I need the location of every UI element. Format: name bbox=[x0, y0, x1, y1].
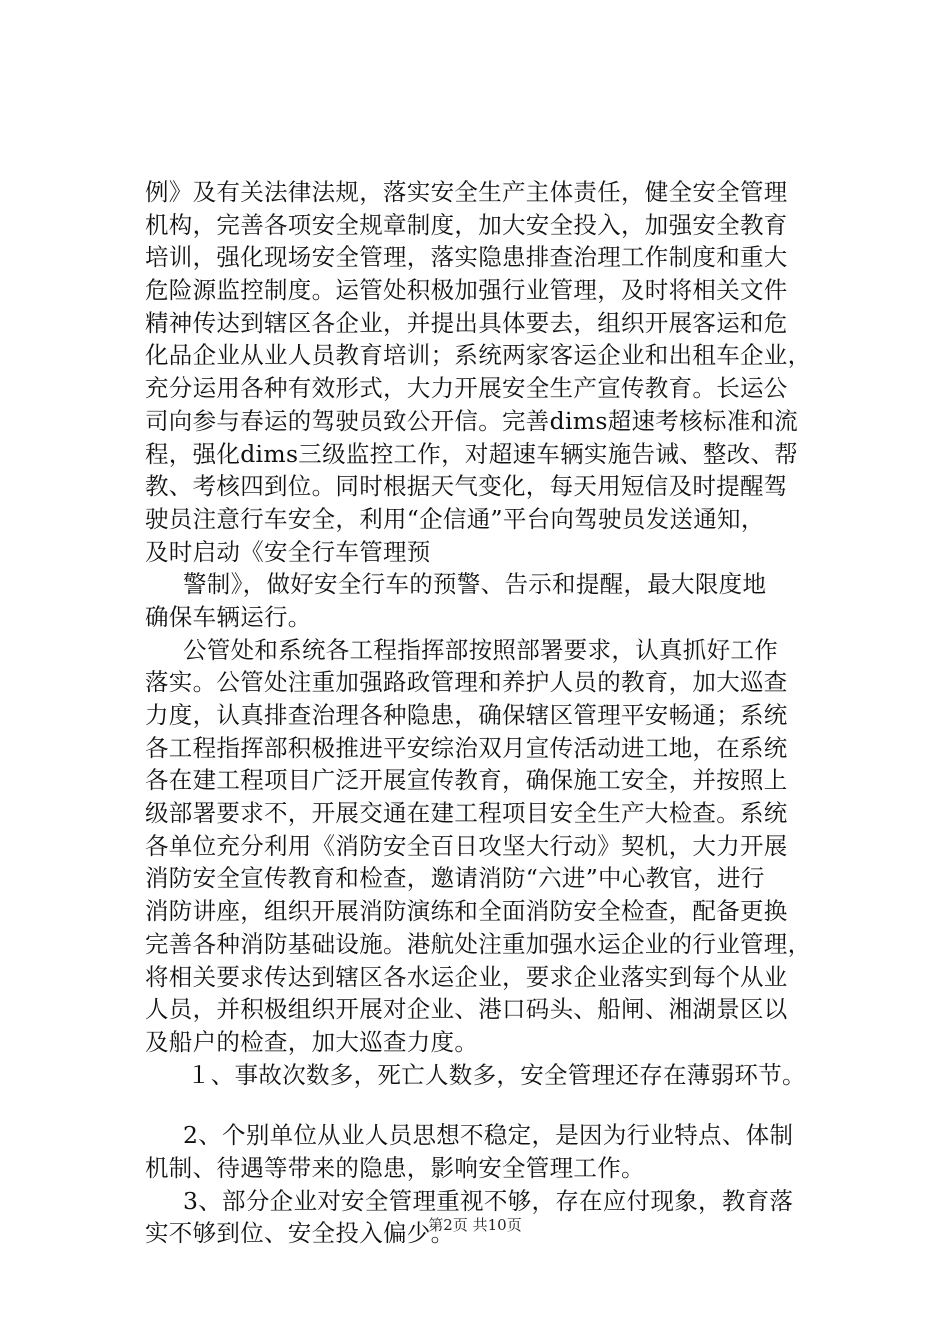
list-item-2: 2、个别单位从业人员思想不稳定，是因为行业特点、体制 bbox=[183, 1121, 794, 1150]
text-line: 落实。公管处注重加强路政管理和养护人员的教育，加大巡查 bbox=[145, 668, 788, 697]
text-line: 程，强化dims三级监控工作，对超速车辆实施告诫、整改、帮 bbox=[145, 439, 799, 468]
text-line: 确保车辆运行。 bbox=[145, 602, 312, 631]
text-line: 将相关要求传达到辖区各水运企业，要求企业落实到每个从业 bbox=[145, 962, 788, 991]
text-line: 及时启动《安全行车管理预 bbox=[145, 537, 431, 566]
text-line: 各在建工程项目广泛开展宣传教育，确保施工安全，并按照上 bbox=[145, 766, 788, 795]
text-line: 危险源监控制度。运管处积极加强行业管理，及时将相关文件 bbox=[145, 276, 788, 305]
text-line: 各工程指挥部积极推进平安综治双月宣传活动进工地，在系统 bbox=[145, 733, 788, 762]
page-number-label: 第2页 共10页 bbox=[428, 1216, 522, 1234]
text-line: 级部署要求不，开展交通在建工程项目安全生产大检查。系统 bbox=[145, 799, 788, 828]
text-line: 人员，并积极组织开展对企业、港口码头、船闸、湘湖景区以 bbox=[145, 995, 788, 1024]
text-line: 各单位充分利用《消防安全百日攻坚大行动》契机，大力开展 bbox=[145, 831, 788, 860]
text-line: 机制、待遇等带来的隐患，影响安全管理工作。 bbox=[145, 1153, 645, 1182]
text-line: 实不够到位、安全投入偏少。 bbox=[145, 1219, 455, 1248]
text-line: 充分运用各种有效形式，大力开展安全生产宣传教育。长运公 bbox=[145, 374, 788, 403]
list-item-1: １、事故次数多，死亡人数多，安全管理还存在薄弱环节。 bbox=[187, 1060, 806, 1089]
text-line: 化品企业从业人员教育培训；系统两家客运企业和出租车企业， bbox=[145, 341, 812, 370]
text-line: 司向参与春运的驾驶员致公开信。完善dims超速考核标准和流 bbox=[145, 406, 799, 435]
list-item-3: 3、部分企业对安全管理重视不够，存在应付现象，教育落 bbox=[183, 1186, 794, 1215]
text-line: 驶员注意行车安全，利用“企信通”平台向驾驶员发送通知， bbox=[145, 504, 765, 533]
text-line: 完善各种消防基础设施。港航处注重加强水运企业的行业管理， bbox=[145, 929, 812, 958]
text-line: 精神传达到辖区各企业，并提出具体要去，组织开展客运和危 bbox=[145, 308, 788, 337]
page-footer bbox=[0, 1215, 950, 1235]
text-line: 警制》，做好安全行车的预警、告示和提醒，最大限度地 bbox=[183, 570, 767, 599]
text-line: 消防讲座，组织开展消防演练和全面消防安全检查，配备更换 bbox=[145, 897, 788, 926]
text-line: 力度，认真排查治理各种隐患，确保辖区管理平安畅通；系统 bbox=[145, 701, 788, 729]
paragraph-gap bbox=[145, 1091, 845, 1119]
text-line: 例》及有关法律法规，落实安全生产主体责任，健全安全管理 bbox=[145, 178, 788, 206]
text-line: 机构，完善各项安全规章制度，加大安全投入，加强安全教育 bbox=[145, 210, 788, 239]
document-body bbox=[145, 176, 845, 1250]
text-line: 培训，强化现场安全管理，落实隐患排查治理工作制度和重大 bbox=[145, 243, 788, 272]
paragraph-start-line: 公管处和系统各工程指挥部按照部署要求，认真抓好工作 bbox=[183, 635, 778, 664]
text-line: 教、考核四到位。同时根据天气变化，每天用短信及时提醒驾 bbox=[145, 472, 788, 501]
text-line: 消防安全宣传教育和检查，邀请消防“六进”中心教官，进行 bbox=[145, 864, 765, 893]
text-line: 及船户的检查，加大巡查力度。 bbox=[145, 1027, 479, 1056]
